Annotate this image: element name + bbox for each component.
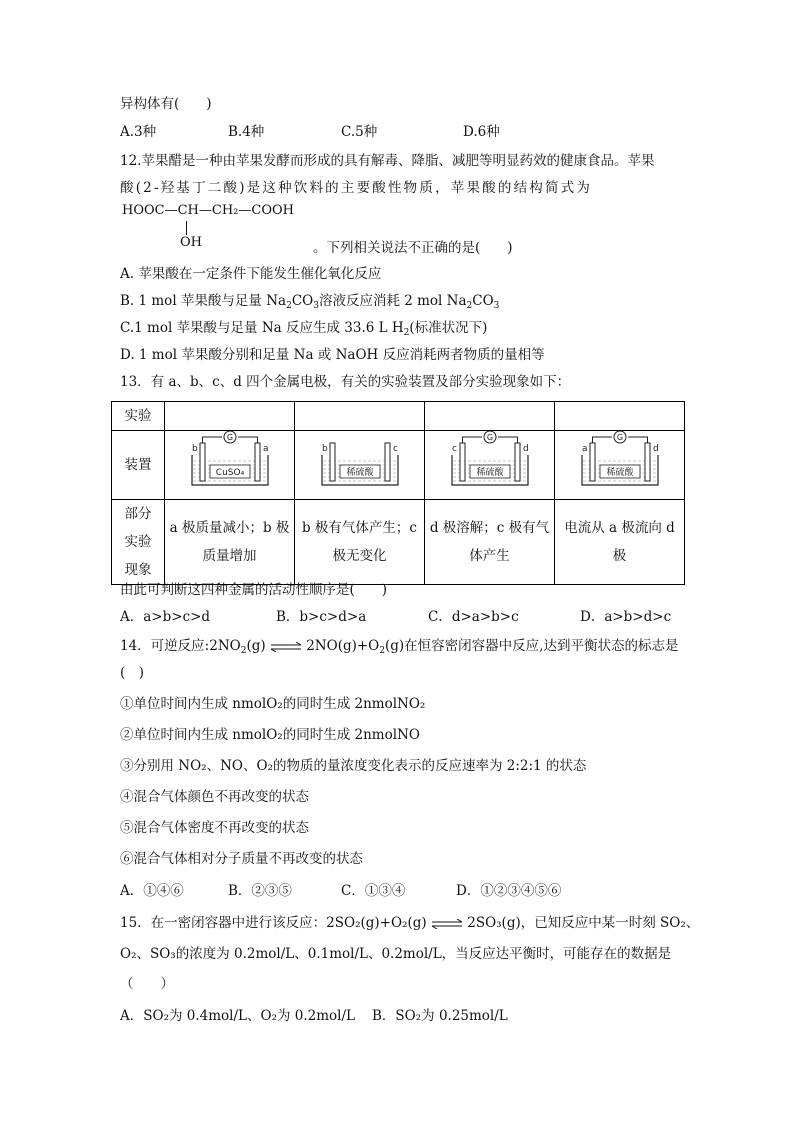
electrolysis-beaker-diagram — [310, 431, 410, 489]
electrode-label-left: b — [321, 444, 328, 454]
q14-pre: 14．可逆反应:2NO — [120, 638, 241, 654]
q13-conclusion: 由此可判断这四种金属的活动性顺序是( ) — [120, 582, 388, 598]
q14-option-c: C．①③④ — [341, 883, 406, 899]
wire-left — [462, 437, 482, 443]
q11-option-b: B.4种 — [228, 124, 265, 140]
galvanometer-label: G — [226, 433, 233, 442]
phenom-text: 体产生 — [469, 548, 510, 564]
q12-b-end: CO — [472, 293, 494, 309]
experiment-table — [111, 401, 685, 585]
q15-option-a: A．SO₂为 0.4mol/L、O₂为 0.2mol/L — [120, 1008, 355, 1024]
galvanic-cell-diagram — [570, 431, 670, 489]
q14-item-3: ③分别用 NO₂、NO、O₂的物质的量浓度变化表示的反应速率为 2:2:1 的状态 — [120, 758, 587, 774]
equilibrium-arrow-icon — [431, 919, 463, 929]
structure-bond-line — [186, 221, 187, 235]
device-cell-2 — [295, 431, 425, 500]
solution-label: 稀硫酸 — [605, 468, 634, 478]
q14-item-5: ⑤混合气体密度不再改变的状态 — [120, 820, 309, 836]
q13-option-d: D．a>b>d>c — [580, 609, 672, 625]
row-label-phenomenon — [112, 500, 165, 585]
q12-option-c: C.1 mol 苹果酸与足量 Na 反应生成 33.6 L $H_2$(标准状况下) — [120, 320, 488, 338]
q12-b-mid2: 溶液反应消耗 2 mol Na — [318, 293, 467, 309]
phenom-text: a 极质量减小；b 极 — [169, 520, 290, 536]
electrode-label-right: c — [392, 444, 398, 454]
right-electrode — [645, 443, 650, 481]
device-cell-1 — [165, 431, 295, 500]
galvanic-cell-diagram — [180, 431, 280, 489]
electrode-label-right: d — [522, 444, 529, 454]
phenom-text: 质量增加 — [202, 548, 257, 564]
wire-left — [592, 437, 612, 443]
q14-option-b: B．②③⑤ — [228, 883, 292, 899]
phenom-text: 电流从 a 极流向 d — [564, 520, 675, 536]
exp-cell — [295, 402, 425, 431]
q14-item-4: ④混合气体颜色不再改变的状态 — [120, 789, 309, 805]
q12-b-pre: B. 1 mol 苹果酸与足量 Na — [120, 293, 287, 309]
q12-option-b: B. 1 mol 苹果酸与足量 $Na_2CO_3$溶液反应消耗 2 mol $Na_2CO_3$ — [120, 293, 500, 311]
q15-pre: 15．在一密闭容器中进行该反应：2SO₂(g)+O₂(g) — [120, 915, 427, 931]
q11-option-a: A.3种 — [120, 124, 157, 140]
malic-acid-structure: HOOC—CH—CH₂—COOH — [122, 203, 294, 218]
q15-post: 2SO₃(g)，已知反应中某一时刻 SO₂、 — [467, 915, 700, 931]
q14-item-2: ②单位时间内生成 nmolO₂的同时生成 2nmolNO — [120, 727, 420, 743]
q15-line2: O₂、SO₃的浓度为 0.2mol/L、0.1mol/L、0.2mol/L，当反应达平衡时，可能存在的数据是 — [120, 946, 672, 962]
right-electrode — [515, 443, 520, 481]
q12-line1: 12.苹果醋是一种由苹果发酵而形成的具有解毒、降脂、减肥等明显药效的健康食品。苹果 — [120, 153, 655, 169]
equilibrium-arrow-icon — [270, 642, 302, 652]
galvanometer-label: G — [486, 433, 493, 442]
q12-line2: 酸(2-羟基丁二酸)是这种饮料的主要酸性物质，苹果酸的结构简式为 — [120, 180, 593, 196]
electrode-label-left: c — [451, 444, 457, 454]
phenom-label-line: 部分 — [124, 506, 152, 522]
phenom-label-line: 实验 — [124, 534, 152, 550]
phenom-text: 极无变化 — [332, 548, 387, 564]
phenom-text: d 极溶解；c 极有气 — [429, 520, 550, 536]
q14-item-1: ①单位时间内生成 nmolO₂的同时生成 2nmolNO₂ — [120, 696, 426, 712]
left-electrode — [460, 443, 465, 481]
q11-tail: 异构体有( ) — [120, 96, 212, 112]
q15-option-b: B．SO₂为 0.25mol/L — [372, 1008, 508, 1024]
phenomenon-1 — [165, 500, 295, 585]
device-cell-3 — [425, 431, 555, 500]
electrode-label-right: a — [262, 444, 269, 454]
wire-right — [628, 437, 648, 443]
wire-right — [498, 437, 518, 443]
q11-option-d: D.6种 — [463, 124, 500, 140]
q12-question: 。下列相关说法不正确的是( ) — [313, 240, 513, 256]
wire-left — [202, 437, 222, 443]
phenom-text: 极 — [612, 548, 627, 564]
q15-paren: （ ） — [120, 976, 174, 992]
solution-label: 稀硫酸 — [475, 468, 504, 478]
q11-option-c: C.5种 — [341, 124, 378, 140]
q13-option-b: B．b>c>d>a — [276, 609, 367, 625]
q14-line1: 14．可逆反应$:2NO_2(g)$ $2NO(g)+O_2(g)$在恒容密闭容器中反应,达到平衡状态的标志是 — [120, 638, 679, 656]
exp-cell — [555, 402, 685, 431]
phenomenon-2 — [295, 500, 425, 585]
q14-mid: (g) — [246, 638, 266, 654]
q14-paren: ( ) — [120, 665, 145, 681]
right-electrode — [255, 443, 260, 481]
q13-intro: 13．有 a、b、c、d 四个金属电极，有关的实验装置及部分实验现象如下： — [120, 374, 571, 390]
phenom-text: b 极有气体产生；c — [302, 520, 417, 536]
electrode-label-left: b — [191, 444, 198, 454]
phenomenon-4 — [555, 500, 685, 585]
malic-acid-branch: OH — [180, 235, 202, 250]
wire-right — [238, 437, 258, 443]
electrode-label-left: a — [581, 444, 588, 454]
solution-label: 稀硫酸 — [345, 468, 374, 478]
right-electrode — [385, 443, 390, 481]
galvanometer-label: G — [616, 433, 623, 442]
q12-c-pre: C.1 mol 苹果酸与足量 Na 反应生成 33.6 L H — [120, 320, 404, 336]
q12-c-end: (标准状况下) — [409, 320, 488, 336]
q12-option-a: A. 苹果酸在一定条件下能发生催化氧化反应 — [120, 266, 382, 282]
q14-post: 2NO(g)+O — [306, 638, 380, 654]
phenomenon-3 — [425, 500, 555, 585]
q13-option-c: C．d>a>b>c — [428, 609, 519, 625]
exp-cell — [425, 402, 555, 431]
q14-end: (g)在恒容密闭容器中反应,达到平衡状态的标志是 — [384, 638, 679, 654]
exp-cell — [165, 402, 295, 431]
q12-option-d: D. 1 mol 苹果酸分别和足量 Na 或 NaOH 反应消耗两者物质的量相等 — [120, 347, 545, 363]
left-electrode — [590, 443, 595, 481]
solution-label: CuSO₄ — [215, 468, 244, 478]
galvanic-cell-diagram — [440, 431, 540, 489]
phenom-label-line: 现象 — [124, 562, 152, 578]
left-electrode — [200, 443, 205, 481]
left-electrode — [330, 443, 335, 481]
row-label-device: 装置 — [112, 431, 165, 500]
row-label-experiment: 实验 — [112, 402, 165, 431]
q13-option-a: A．a>b>c>d — [120, 609, 211, 625]
q15-line1 — [120, 913, 699, 933]
q14-option-d: D．①②③④⑤⑥ — [456, 883, 562, 899]
device-cell-4 — [555, 431, 685, 500]
q14-option-a: A．①④⑥ — [120, 883, 184, 899]
electrode-label-right: d — [652, 444, 659, 454]
q12-b-mid: CO — [291, 293, 314, 309]
q14-item-6: ⑥混合气体相对分子质量不再改变的状态 — [120, 851, 363, 867]
